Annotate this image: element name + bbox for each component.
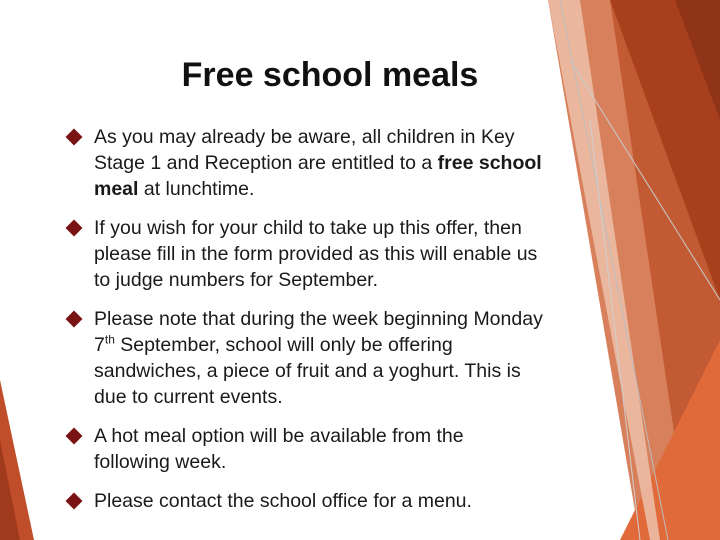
bullet-item — [64, 423, 544, 475]
bullet-item — [64, 124, 544, 202]
bullet-item — [64, 306, 544, 410]
bullet-text: A hot meal option will be available from the following week. — [94, 425, 464, 473]
diamond-bullet-icon — [66, 493, 83, 510]
bullet-text: As you may already be aware, all children in Key Stage 1 and Reception are entitled to a — [94, 126, 515, 174]
bullet-list — [64, 124, 544, 514]
bullet-text-end: September, school will only be offering sandwiches, a piece of fruit and a yoghurt. This is due to current events. — [94, 334, 521, 408]
bullet-text: Please note that during the week beginning Monday 7 — [94, 308, 543, 356]
bullet-bold-text: free school meal — [94, 152, 542, 200]
bullet-text: If you wish for your child to take up this offer, then please fill in the form provided as this will enable us to judge numbers for September. — [94, 217, 538, 291]
slide-title: Free school meals — [181, 56, 479, 94]
bullet-text-end: at lunchtime. — [138, 178, 255, 200]
diamond-bullet-icon — [66, 428, 83, 445]
diamond-bullet-icon — [66, 220, 83, 237]
bullet-text: Please contact the school office for a menu. — [94, 490, 472, 512]
ordinal-suffix: th — [104, 332, 115, 347]
diamond-bullet-icon — [66, 129, 83, 146]
bullet-item — [64, 215, 544, 293]
bullet-item — [64, 488, 544, 514]
diamond-bullet-icon — [66, 311, 83, 328]
